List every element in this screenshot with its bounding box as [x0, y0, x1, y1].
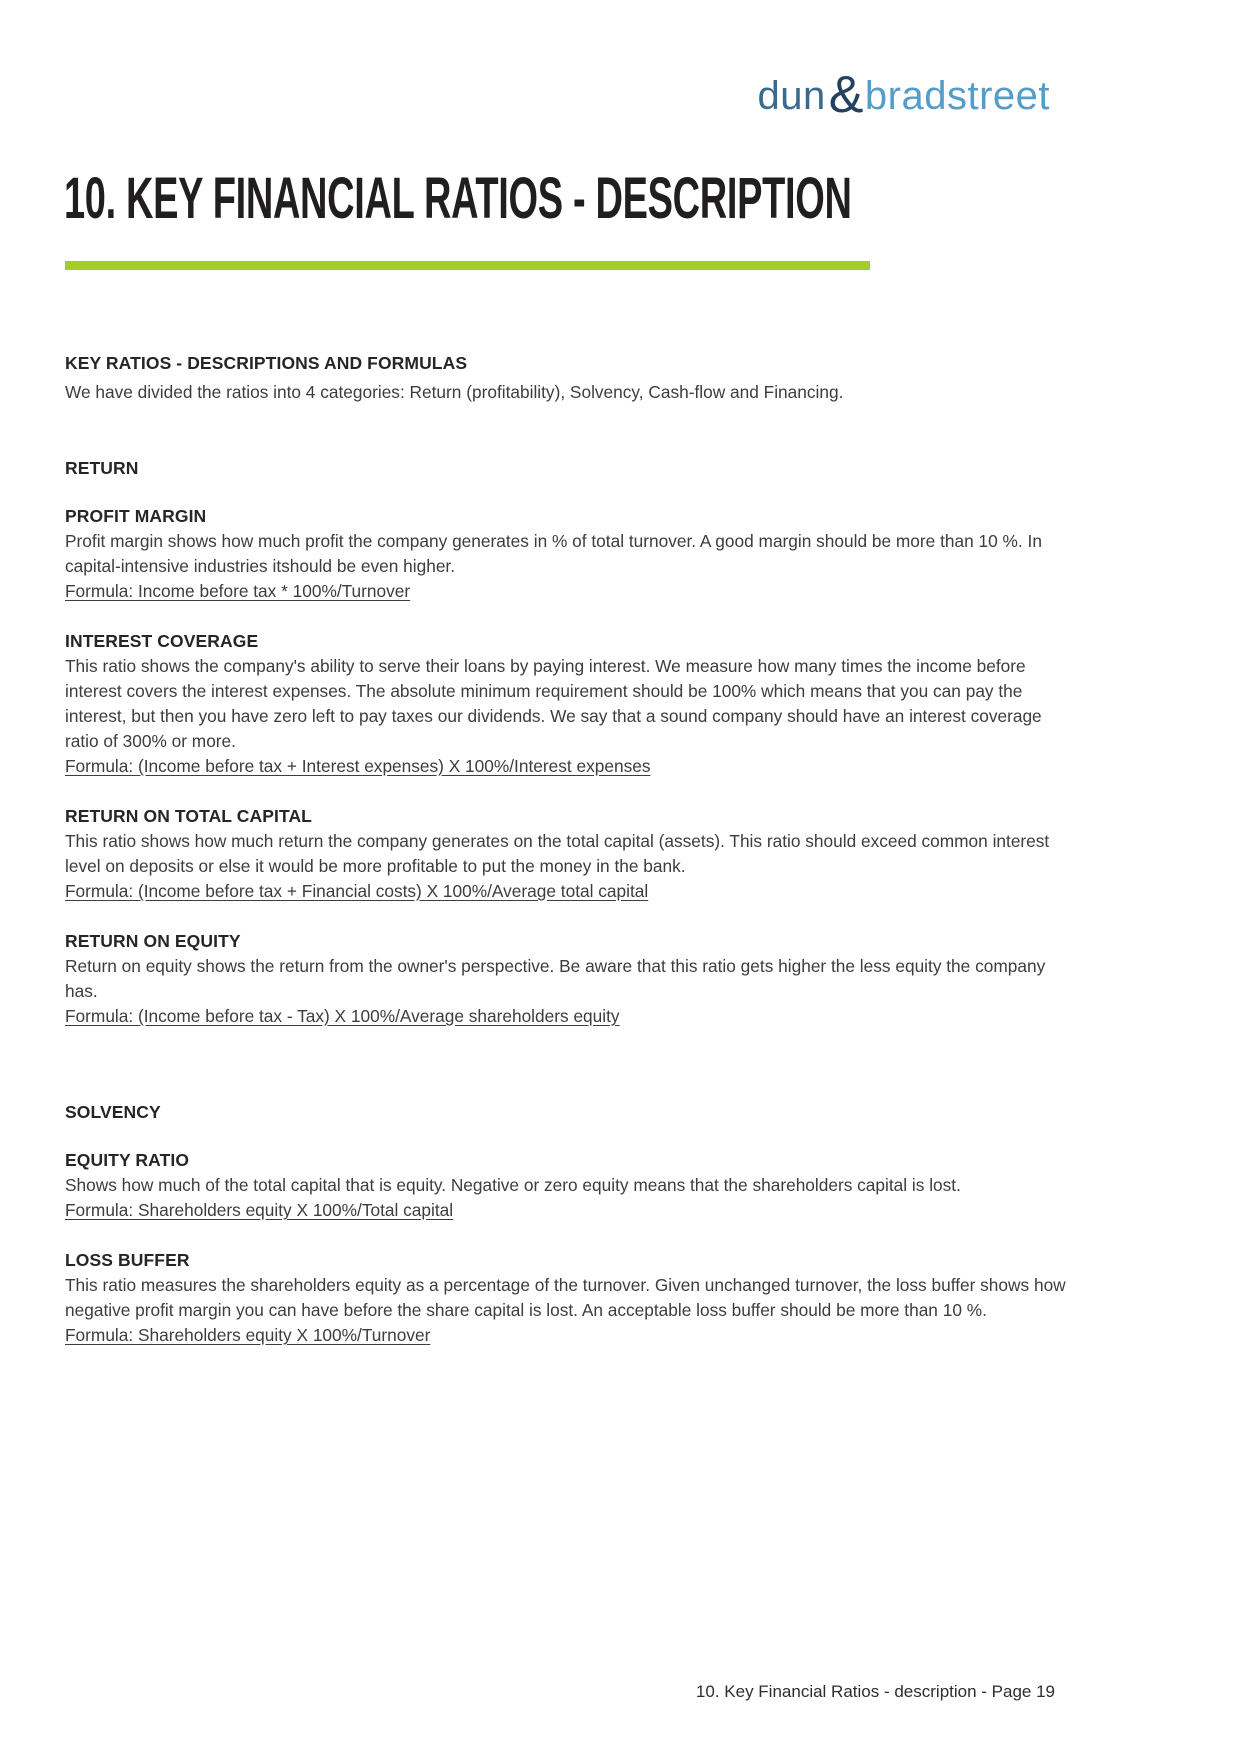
section-formula: Formula: (Income before tax + Interest expenses) X 100%/Interest expenses [65, 756, 651, 776]
category-heading-return: RETURN [65, 458, 139, 478]
section-heading: RETURN ON EQUITY [65, 931, 241, 951]
section-heading: RETURN ON TOTAL CAPITAL [65, 806, 312, 826]
section-body: This ratio measures the shareholders equity as a percentage of the turnover. Given unchanged turnover, the loss buffer shows how negative profit margin you can have before the share capital is lost. An acceptable loss buffer should be more than 10 %. [65, 1275, 1066, 1320]
page-footer: 10. Key Financial Ratios - description - Page 19 [695, 1682, 1055, 1701]
logo-ampersand-icon: & [828, 66, 864, 124]
section-body: Return on equity shows the return from the owner's perspective. Be aware that this ratio gets higher the less equity the company has. [65, 956, 1046, 1001]
section-heading: EQUITY RATIO [65, 1150, 190, 1170]
title-accent-rule [65, 261, 870, 270]
section-profit-margin [65, 505, 1068, 604]
category-heading-solvency: SOLVENCY [65, 1102, 161, 1122]
section-heading: INTEREST COVERAGE [65, 631, 259, 651]
section-return-on-total-capital [65, 805, 1068, 904]
content-column [65, 352, 1068, 1348]
section-heading: PROFIT MARGIN [65, 506, 207, 526]
section-formula: Formula: Income before tax * 100%/Turnover [65, 581, 411, 601]
section-body: This ratio shows the company's ability to serve their loans by paying interest. We measure how many times the income before interest covers the interest expenses. The absolute minimum requirement should be 100% which means that you can pay the interest, but then you have zero left to pay taxes our dividends. We say that a sound company should have an interest coverage ratio of 300% or more. [65, 656, 1042, 751]
section-formula: Formula: Shareholders equity X 100%/Total capital [65, 1200, 454, 1220]
section-return-on-equity [65, 930, 1068, 1029]
logo-text-dun: dun [757, 74, 826, 118]
section-formula: Formula: Shareholders equity X 100%/Turnover [65, 1325, 431, 1345]
section-body: Shows how much of the total capital that is equity. Negative or zero equity means that the shareholders capital is lost. [65, 1175, 961, 1195]
section-formula: Formula: (Income before tax + Financial costs) X 100%/Average total capital [65, 881, 649, 901]
intro-heading: KEY RATIOS - DESCRIPTIONS AND FORMULAS [65, 353, 468, 373]
section-body: Profit margin shows how much profit the company generates in % of total turnover. A good margin should be more than 10 %. In capital-intensive industries itshould be even higher. [65, 531, 1042, 576]
dun-and-bradstreet-logo [757, 62, 1050, 122]
section-loss-buffer [65, 1249, 1068, 1348]
section-heading: LOSS BUFFER [65, 1250, 190, 1270]
section-formula: Formula: (Income before tax - Tax) X 100%/Average shareholders equity [65, 1006, 620, 1026]
section-body: This ratio shows how much return the company generates on the total capital (assets). This ratio should exceed common interest level on deposits or else it would be more profitable to put the money in the bank. [65, 831, 1050, 876]
logo-text-bradstreet: bradstreet [864, 74, 1050, 118]
section-interest-coverage [65, 630, 1068, 779]
page-title: 10. KEY FINANCIAL RATIOS - DESCRIPTION [64, 166, 852, 231]
intro-body: We have divided the ratios into 4 categories: Return (profitability), Solvency, Cash-flow and Financing. [65, 382, 844, 402]
section-equity-ratio [65, 1149, 1068, 1223]
